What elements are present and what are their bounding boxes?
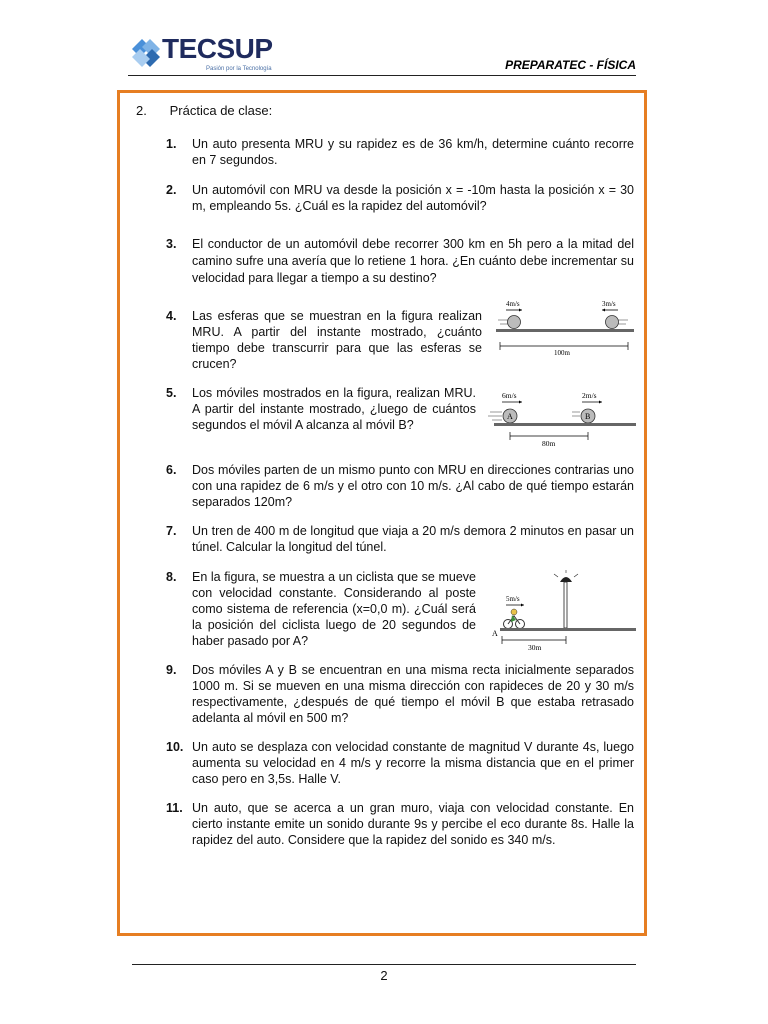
question-number: 4. <box>166 309 177 323</box>
fig5-label-a: A <box>507 412 513 421</box>
section-number: 2. <box>136 103 147 118</box>
question-text: Dos móviles A y B se encuentran en una misma recta inicialmente separados 1000 m. Si se mueven en una misma dirección con rapideces de 20 y 30 m/s respectivamente, ¿después de qué tiempo el móvil B que estaba retrasado adelanta al móvil en 500 m? <box>192 663 634 725</box>
fig5-distance: 80m <box>542 439 556 448</box>
fig5-velocity-b: 2m/s <box>582 391 597 400</box>
question-number: 2. <box>166 183 177 197</box>
lamp-icon <box>560 577 572 582</box>
ground <box>500 628 636 631</box>
sphere-left-icon <box>508 316 521 329</box>
question-number: 9. <box>166 663 177 677</box>
pole <box>564 582 567 628</box>
figure-cyclist <box>488 570 638 652</box>
fig8-distance: 30m <box>528 643 542 652</box>
section-title: Práctica de clase: <box>169 103 273 118</box>
question-text: Un auto, que se acerca a un gran muro, viaja con velocidad constante. En cierto instante emite un sonido durante 9s y percibe el eco durante 8s. Halle la rapidez del auto. Considere que la rapidez del sonido es 340 m/s. <box>192 801 634 847</box>
question-number: 1. <box>166 137 177 151</box>
question-number: 8. <box>166 570 177 584</box>
question-text: Los móviles mostrados en la figura, realizan MRU. A partir del instante mostrado, ¿luego de cuántos segundos el móvil A alcanza al móvil B? <box>192 386 476 432</box>
fig4-velocity-right: 3m/s <box>602 300 616 308</box>
course-title: PREPARATEC - FÍSICA <box>505 58 636 72</box>
ground <box>496 329 634 332</box>
question-text: Un auto presenta MRU y su rapidez es de 36 km/h, determine cuánto recorre en 7 segundos. <box>192 137 634 167</box>
fig5-label-b: B <box>585 412 591 421</box>
question-number: 11. <box>166 801 183 815</box>
footer-divider <box>132 964 636 965</box>
question-text: Dos móviles parten de un mismo punto con MRU en direcciones contrarias uno con una rapidez de 6 m/s y el otro con 10 m/s. ¿Al cabo de qué tiempo estarán separados 120m? <box>192 463 634 509</box>
brand-tagline: Pasión por la Tecnología <box>206 66 272 72</box>
fig4-distance: 100m <box>554 349 570 357</box>
question-text: En la figura, se muestra a un ciclista que se mueve con velocidad constante. Considerando al poste como sistema de referencia (x=0,0 m). ¿Cuál será la posición del ciclista luego de 20 segundos de haber pasado por A? <box>192 570 476 648</box>
figure-mobiles <box>486 388 638 450</box>
question-text: Un automóvil con MRU va desde la posición x = -10m hasta la posición x = 30 m, empleando 5s. ¿Cuál es la rapidez del automóvil? <box>192 183 634 213</box>
ground <box>494 423 636 426</box>
fig5-velocity-a: 6m/s <box>502 391 517 400</box>
header-divider <box>128 75 636 76</box>
question-text: Las esferas que se muestran en la figura realizan MRU. A partir del instante mostrado, ¿cuánto tiempo debe transcurrir para que las esferas se crucen? <box>192 309 482 371</box>
section-heading <box>136 103 272 118</box>
page-number: 2 <box>380 968 388 983</box>
question-text: Un auto se desplaza con velocidad constante de magnitud V durante 4s, luego aumenta su velocidad en 4 m/s y recorre la misma distancia que en el primer caso pero en 3,5s. Halle V. <box>192 740 634 786</box>
fig8-velocity: 5m/s <box>506 595 520 603</box>
fig8-label-a: A <box>492 629 498 638</box>
figure-spheres <box>492 296 638 358</box>
question-number: 7. <box>166 524 177 538</box>
sphere-right-icon <box>606 316 619 329</box>
fig4-velocity-left: 4m/s <box>506 300 520 308</box>
cyclist-icon <box>504 609 525 629</box>
question-text: Un tren de 400 m de longitud que viaja a 20 m/s demora 2 minutos en pasar un túnel. Calcular la longitud del túnel. <box>192 524 634 554</box>
question-number: 10. <box>166 740 184 754</box>
question-number: 6. <box>166 463 177 477</box>
question-number: 3. <box>166 237 177 251</box>
brand-name: TECSUP <box>162 33 273 64</box>
question-number: 5. <box>166 386 177 400</box>
question-text: El conductor de un automóvil debe recorrer 300 km en 5h pero a la mitad del camino sufre una avería que lo retiene 1 hora. ¿En cuánto debe incrementar su velocidad para llegar a tiempo a su destino? <box>192 237 634 285</box>
